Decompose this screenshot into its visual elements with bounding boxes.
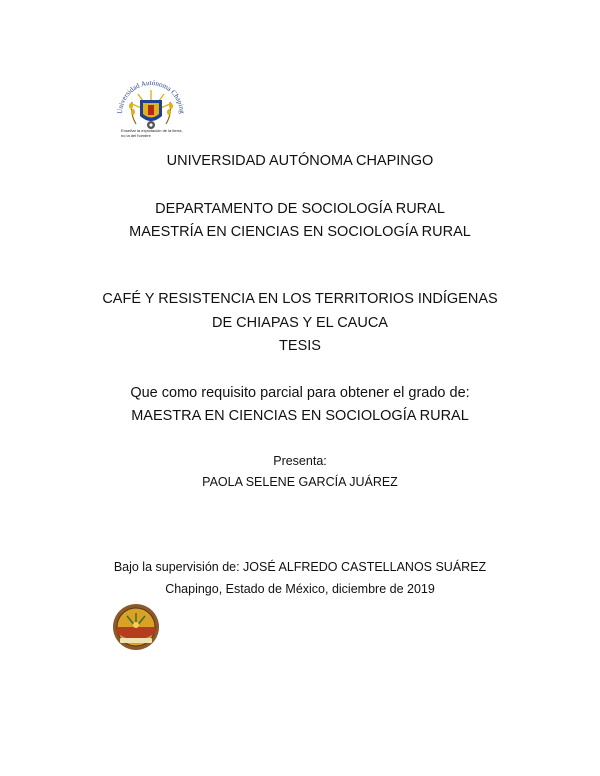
document-type: TESIS — [279, 338, 321, 354]
place-date: Chapingo, Estado de México, diciembre de 2019 — [165, 582, 435, 596]
supervisor-line: Bajo la supervisión de: JOSÉ ALFREDO CASTELLANOS SUÁREZ — [113, 560, 487, 574]
svg-text:Universidad Autónoma Chapingo: Universidad Autónoma Chaping — [115, 78, 187, 115]
thesis-title-line2: DE CHIAPAS Y EL CAUCA — [212, 315, 388, 331]
crest-motto: Enseñar la explotación de la tierra, no la del hombre — [121, 128, 183, 138]
program-name: MAESTRÍA EN CIENCIAS EN SOCIOLOGÍA RURAL — [129, 224, 471, 240]
presenter-label: Presenta: — [273, 454, 327, 468]
degree-requirement: Que como requisito parcial para obtener el grado de: — [130, 385, 470, 401]
author-name: PAOLA SELENE GARCÍA JUÁREZ — [202, 475, 398, 489]
university-name: UNIVERSIDAD AUTÓNOMA CHAPINGO — [166, 153, 434, 169]
department-seal — [108, 603, 164, 651]
thesis-title-line1: CAFÉ Y RESISTENCIA EN LOS TERRITORIOS INDÍGENAS — [102, 291, 498, 307]
degree-name: MAESTRA EN CIENCIAS EN SOCIOLOGÍA RURAL — [131, 408, 469, 424]
department-name: DEPARTAMENTO DE SOCIOLOGÍA RURAL — [155, 201, 445, 217]
